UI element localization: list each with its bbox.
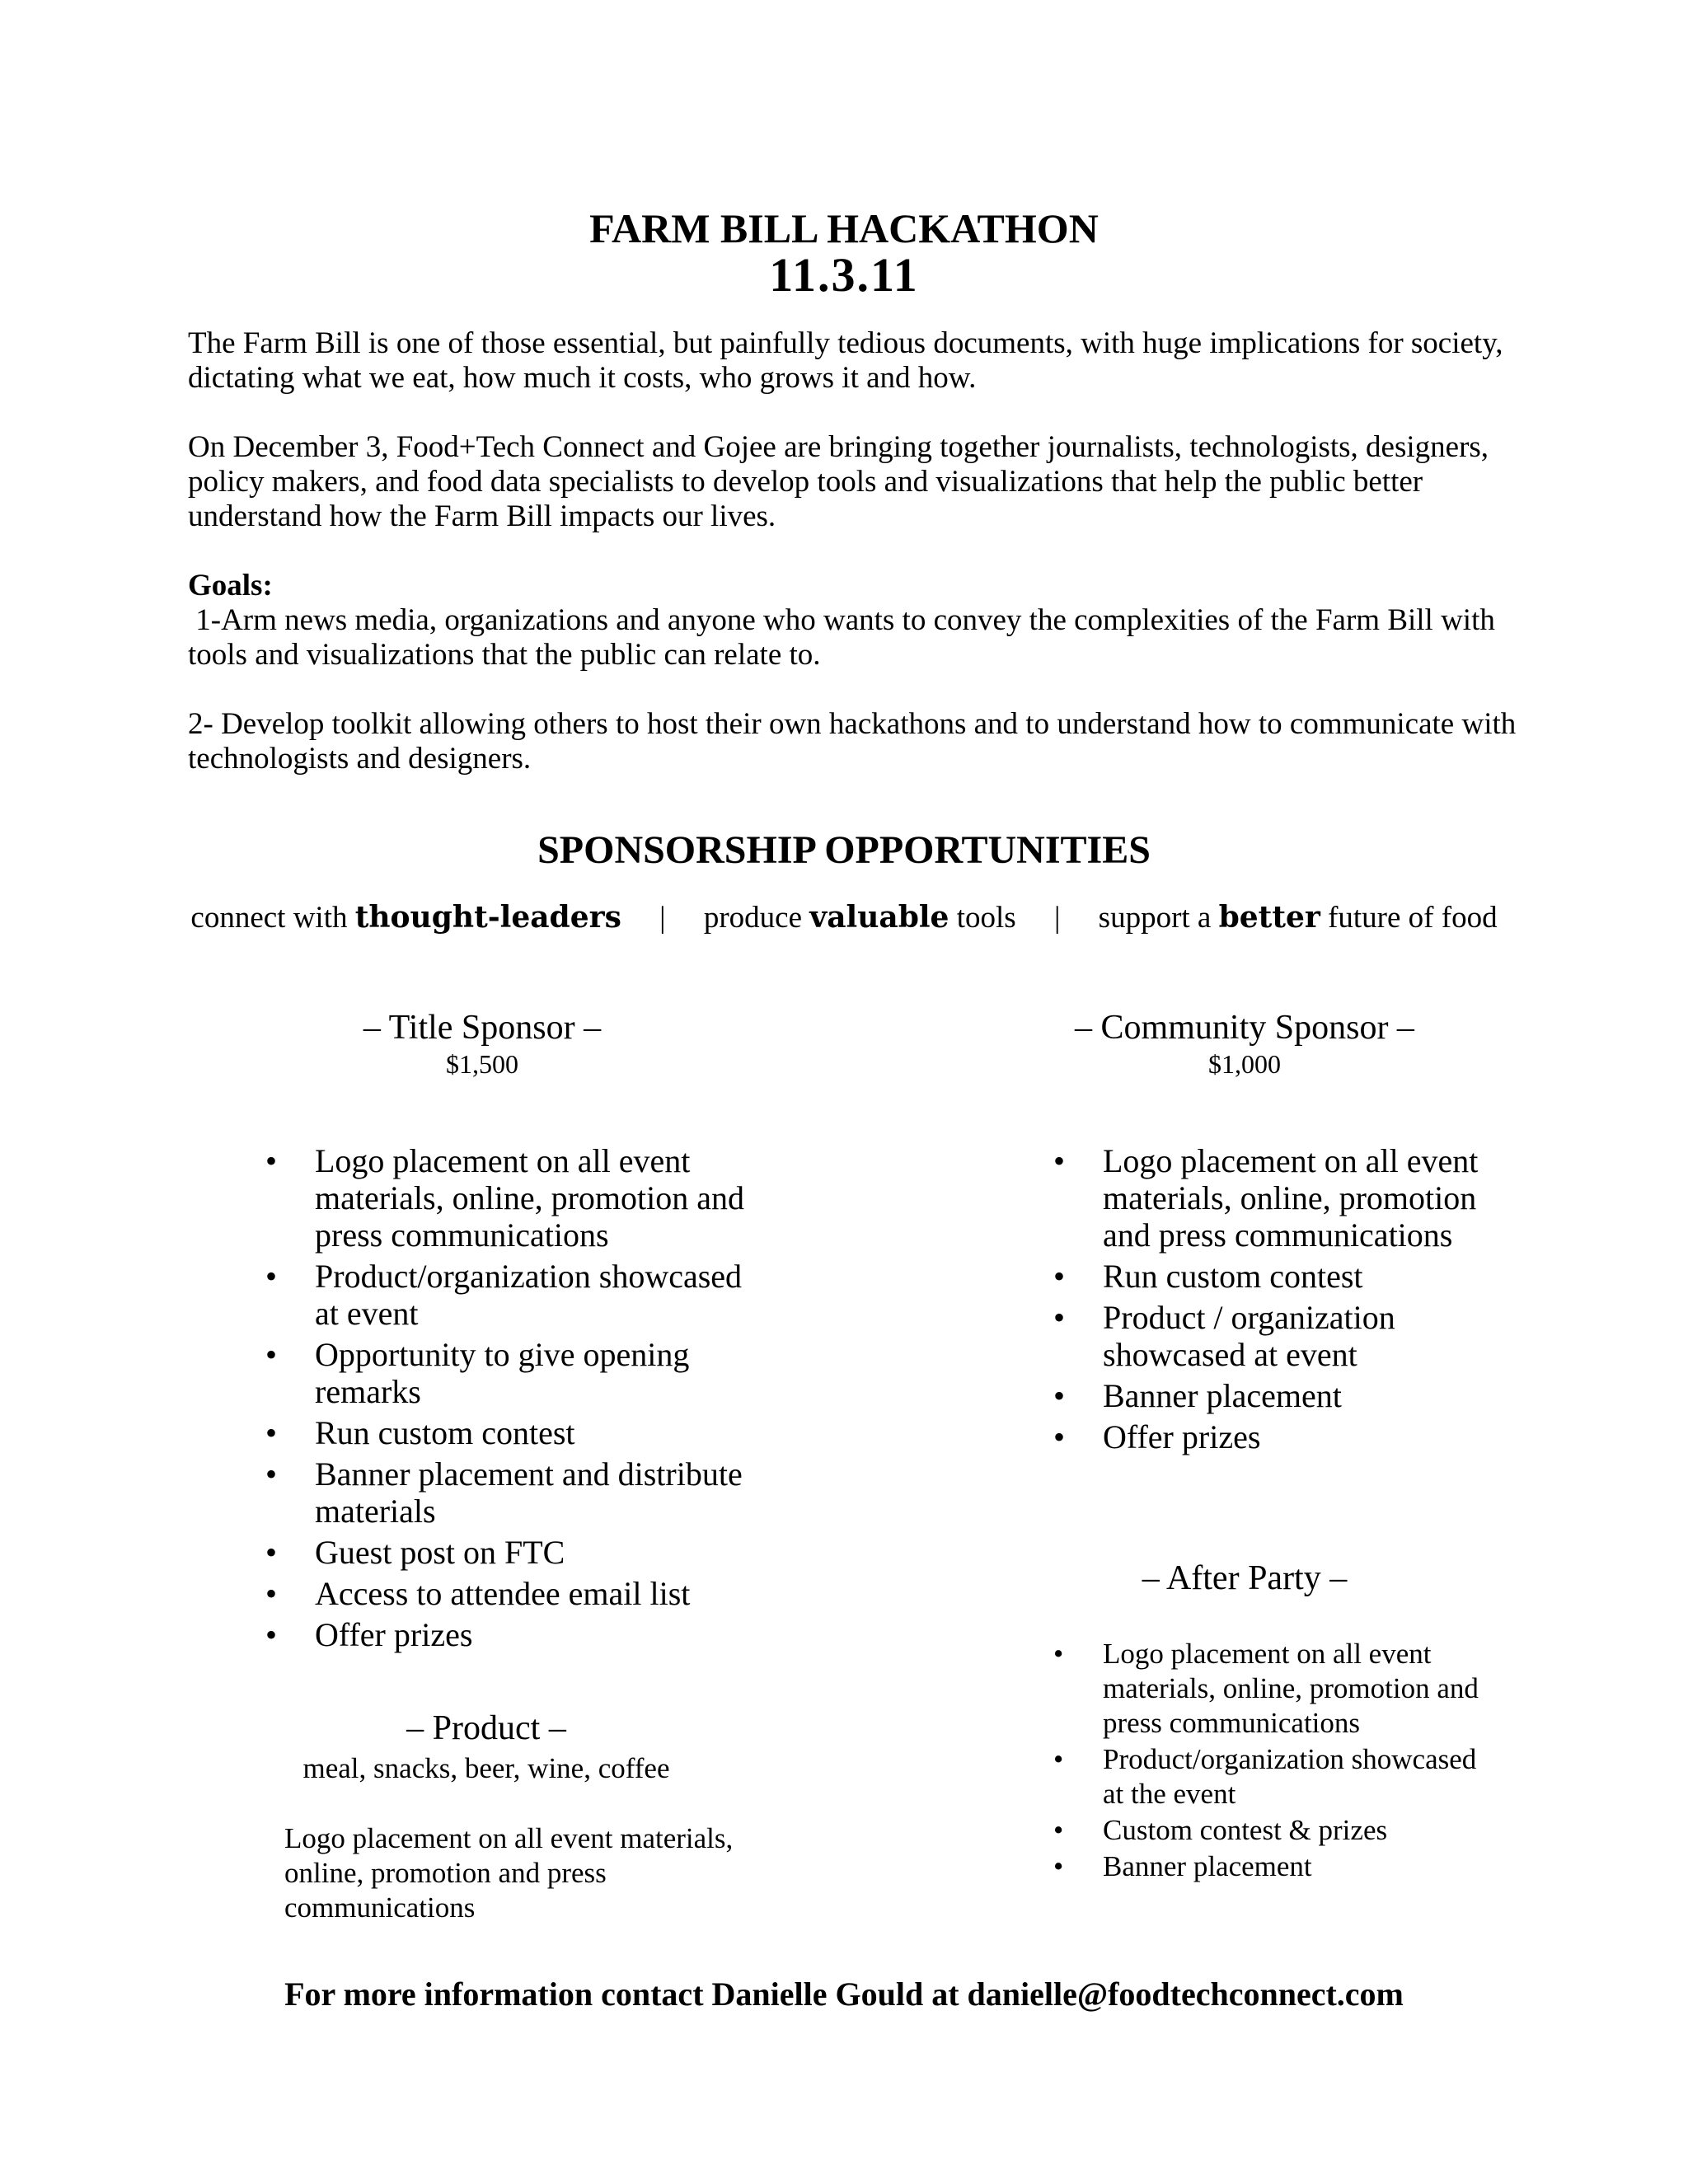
- tagline-separator-2: |: [1053, 901, 1061, 935]
- title-sponsor-heading: – Title Sponsor –: [363, 1009, 602, 1047]
- tagline-produce-pre: produce: [703, 901, 810, 935]
- list-item: • Product/organization showcased at event: [265, 1258, 760, 1332]
- sponsorship-heading: SPONSORSHIP OPPORTUNITIES: [537, 828, 1151, 872]
- tagline-support-pre: support a: [1098, 901, 1219, 935]
- title-sponsor-price: $1,500: [446, 1049, 518, 1079]
- event-date: 11.3.11: [769, 248, 919, 302]
- list-item: • Run custom contest: [265, 1414, 760, 1451]
- community-sponsor-benefits: [1053, 1142, 1482, 1460]
- product-benefit: Logo placement on all event materials, online, promotion and press communications: [284, 1822, 734, 1924]
- list-item: • Logo placement on all event materials, online, promotion and press communications: [1053, 1637, 1482, 1741]
- list-item: • Logo placement on all event materials, online, promotion and press communications: [265, 1142, 760, 1254]
- list-item: • Banner placement: [1053, 1377, 1482, 1414]
- document-title: FARM BILL HACKATHON: [589, 205, 1099, 251]
- list-item: • Opportunity to give opening remarks: [265, 1336, 760, 1410]
- list-item: • Product / organization showcased at event: [1053, 1299, 1482, 1373]
- tagline-connect-pre: connect with: [190, 901, 355, 935]
- after-party-heading: – After Party –: [1142, 1559, 1348, 1597]
- tagline-separator-1: |: [659, 901, 666, 935]
- product-heading: – Product –: [406, 1709, 566, 1747]
- tagline-support-post: future of food: [1320, 901, 1498, 935]
- tagline-produce-post: tools: [949, 901, 1016, 935]
- tagline-connect-bold: thought-leaders: [354, 900, 621, 935]
- list-item: • Offer prizes: [1053, 1418, 1482, 1455]
- contact-line: For more information contact Danielle Gould at danielle@foodtechconnect.com: [284, 1975, 1404, 2013]
- goal-1: 1-Arm news media, organizations and anyone who wants to convey the complexities of the Farm Bill with tools and visualizations that the public can relate to.: [188, 603, 1503, 672]
- list-item: • Banner placement: [1053, 1849, 1482, 1884]
- goal-2: 2- Develop toolkit allowing others to host their own hackathons and to understand how to communicate with technologists and designers.: [188, 707, 1517, 776]
- tagline-connect: [190, 901, 621, 935]
- tagline-produce-bold: valuable: [809, 900, 950, 935]
- list-item: • Banner placement and distribute materials: [265, 1455, 760, 1530]
- list-item: • Guest post on FTC: [265, 1534, 760, 1571]
- community-sponsor-heading: – Community Sponsor –: [1075, 1009, 1414, 1047]
- intro-paragraph-2: On December 3, Food+Tech Connect and Gojee are bringing together journalists, technologists, designers, policy makers, and food data specialists to develop tools and visualizations that help the public better understand how the Farm Bill impacts our lives.: [188, 430, 1489, 533]
- tagline-produce: [704, 901, 1016, 935]
- intro-paragraph-1: The Farm Bill is one of those essential, but painfully tedious documents, with huge implications for society, dictating what we eat, how much it costs, who grows it and how.: [188, 326, 1503, 395]
- after-party-benefits: [1053, 1637, 1482, 1886]
- product-items: meal, snacks, beer, wine, coffee: [302, 1752, 670, 1784]
- title-sponsor-benefits: [265, 1142, 760, 1657]
- list-item: • Access to attendee email list: [265, 1575, 760, 1612]
- list-item: • Custom contest & prizes: [1053, 1813, 1482, 1848]
- list-item: • Run custom contest: [1053, 1258, 1482, 1295]
- list-item: • Offer prizes: [265, 1616, 760, 1653]
- list-item: • Logo placement on all event materials, online, promotion and press communications: [1053, 1142, 1482, 1254]
- community-sponsor-price: $1,000: [1208, 1049, 1281, 1079]
- tagline-support-bold: better: [1218, 900, 1320, 935]
- tagline-support: [1099, 901, 1498, 935]
- list-item: • Product/organization showcased at the event: [1053, 1742, 1482, 1811]
- goals-heading: Goals:: [188, 569, 273, 602]
- sponsorship-tagline: [0, 898, 1688, 937]
